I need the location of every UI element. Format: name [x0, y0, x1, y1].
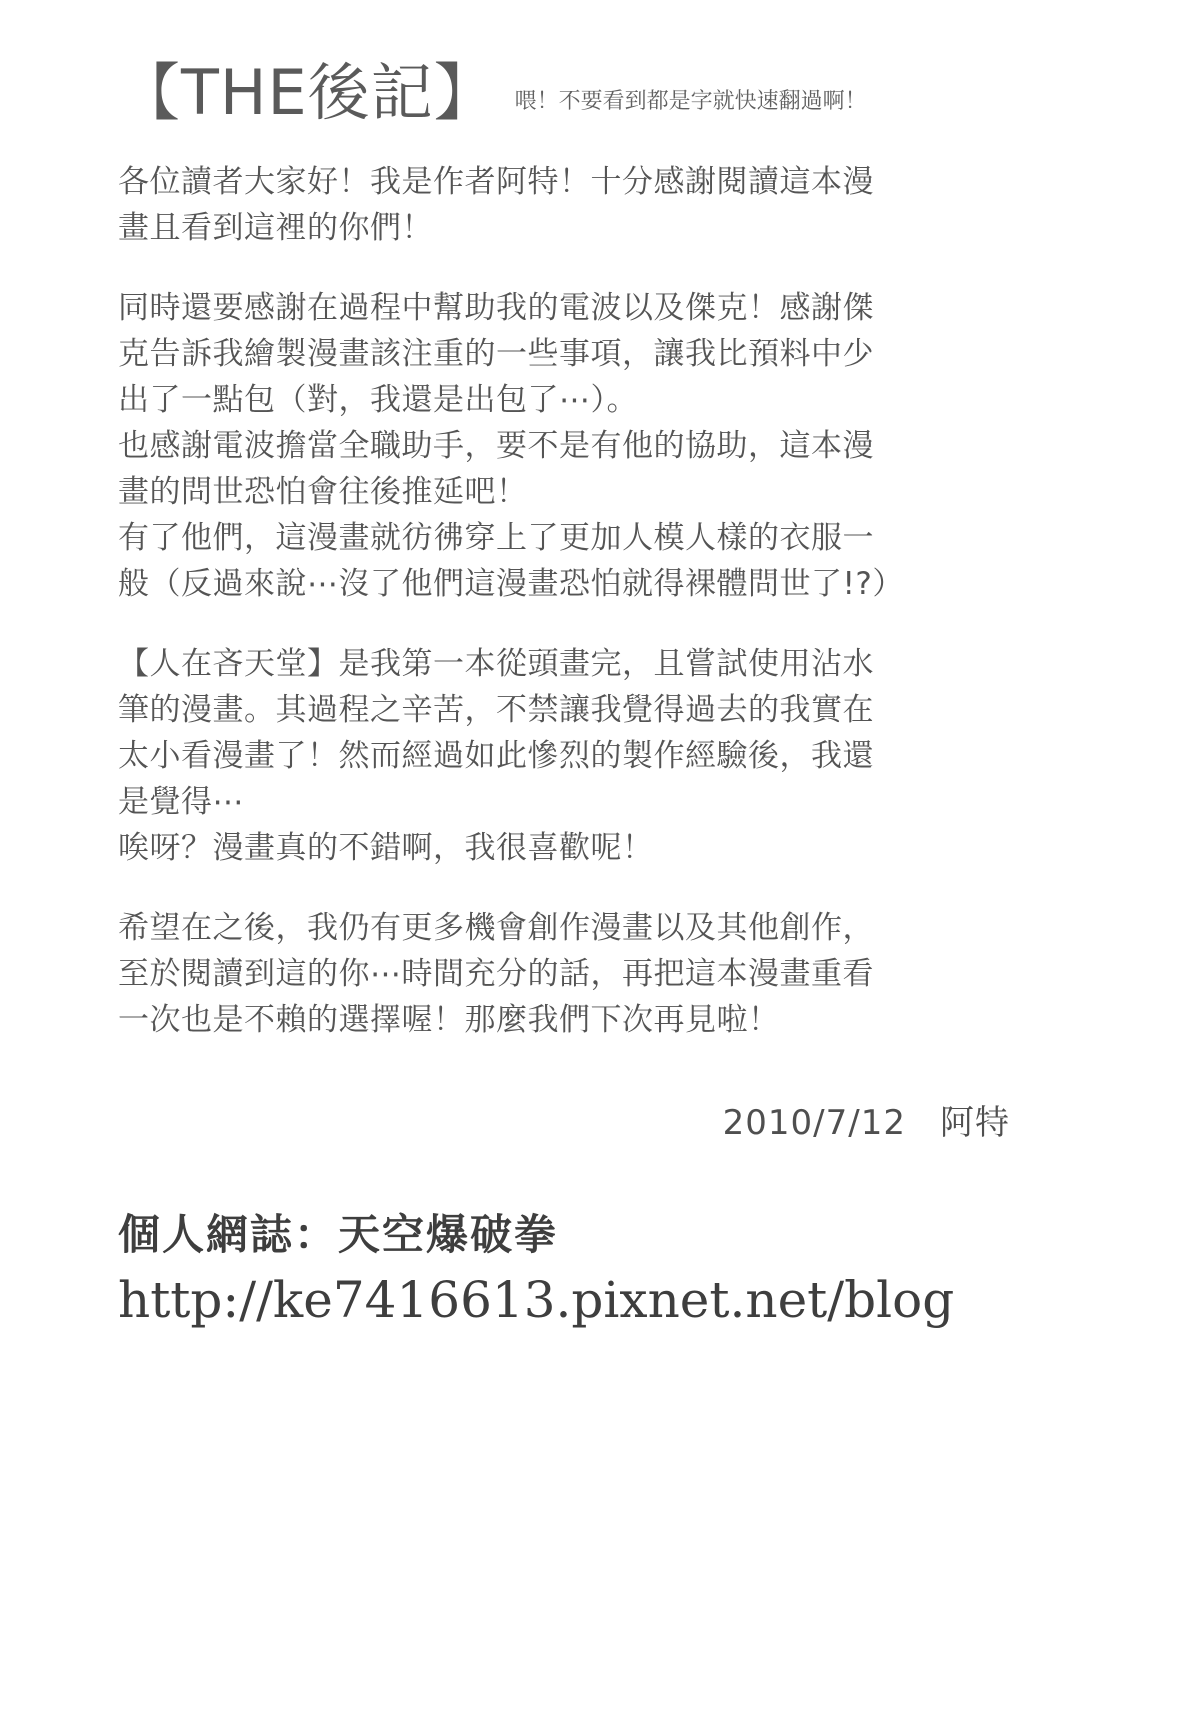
- text-line: 畫且看到這裡的你們！: [118, 210, 433, 247]
- paragraph-thanks: [118, 285, 1013, 607]
- page-title: 【THE後記】: [118, 56, 497, 129]
- page-subtitle: 喂！不要看到都是字就快速翻過啊！: [514, 89, 867, 114]
- paragraph-closing: [118, 905, 1013, 1043]
- paragraph-greeting: [118, 159, 1013, 251]
- title-row: [118, 56, 1018, 129]
- text-line: 有了他們，這漫畫就彷彿穿上了更加人模人樣的衣服一: [118, 520, 874, 557]
- afterword-content: [118, 56, 1018, 1330]
- blog-block: [118, 1202, 1018, 1330]
- text-line: 般（反過來說⋯沒了他們這漫畫恐怕就得裸體問世了!?）: [118, 566, 904, 603]
- text-line: 筆的漫畫。其過程之辛苦，不禁讓我覺得過去的我實在: [118, 692, 874, 729]
- text-line: 太小看漫畫了！然而經過如此慘烈的製作經驗後，我還: [118, 738, 874, 775]
- text-line: 【人在吝天堂】是我第一本從頭畫完，且嘗試使用沾水: [118, 646, 874, 683]
- text-line: 各位讀者大家好！我是作者阿特！十分感謝閱讀這本漫: [118, 164, 874, 201]
- text-line: 希望在之後，我仍有更多機會創作漫畫以及其他創作，: [118, 910, 874, 947]
- text-line: 是覺得⋯: [118, 784, 244, 821]
- text-line: 一次也是不賴的選擇喔！那麼我們下次再見啦！: [118, 1002, 780, 1039]
- text-line: 克告訴我繪製漫畫該注重的一些事項，讓我比預料中少: [118, 336, 874, 373]
- signature-date: 2010/7/12: [722, 1103, 906, 1144]
- blog-label: 個人網誌：天空爆破拳: [118, 1210, 559, 1260]
- text-line: 畫的問世恐怕會往後推延吧！: [118, 474, 528, 511]
- text-line: 唉呀？漫畫真的不錯啊，我很喜歡呢！: [118, 830, 654, 867]
- text-line: 至於閱讀到這的你⋯時間充分的話，再把這本漫畫重看: [118, 956, 874, 993]
- text-line: 同時還要感謝在過程中幫助我的電波以及傑克！感謝傑: [118, 290, 874, 327]
- signature-author: 阿特: [940, 1103, 1010, 1144]
- blog-url[interactable]: http://ke7416613.pixnet.net/blog: [118, 1271, 955, 1330]
- text-line: 也感謝電波擔當全職助手，要不是有他的協助，這本漫: [118, 428, 874, 465]
- signature: [118, 1095, 1010, 1144]
- paragraph-production: [118, 641, 1013, 871]
- text-line: 出了一點包（對，我還是出包了⋯）。: [118, 382, 638, 419]
